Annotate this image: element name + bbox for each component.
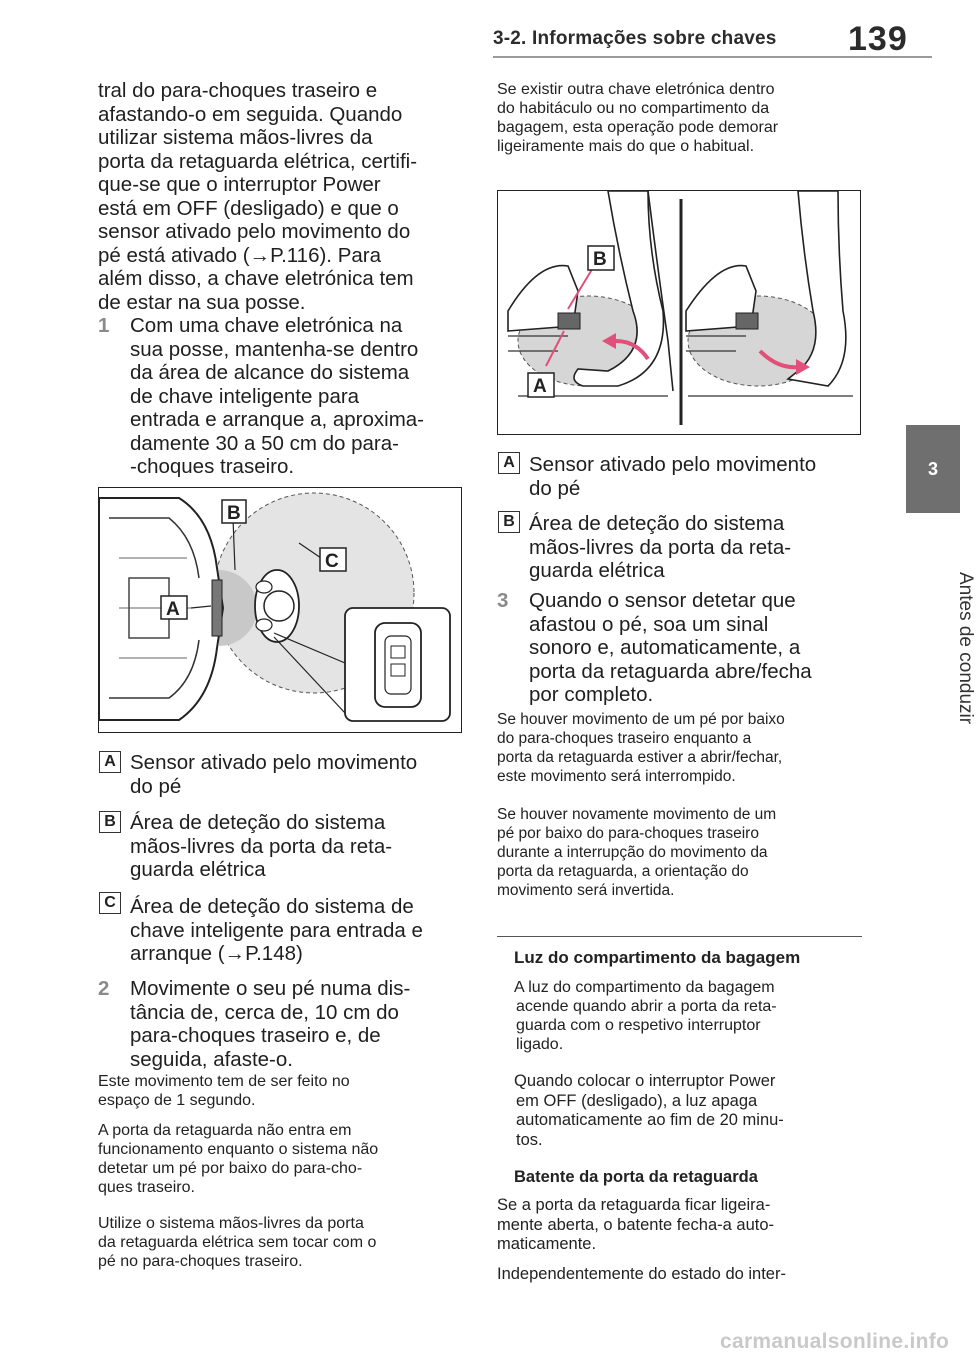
section-title: 3-2. Informações sobre chaves xyxy=(493,28,777,49)
step-2-number: 2 xyxy=(98,977,110,1000)
closing-paragraph-2: Independentemente do estado do inter- xyxy=(497,1265,786,1283)
svg-text:C: C xyxy=(325,551,339,572)
header-rule xyxy=(493,56,932,58)
box-paragraph-2: Quando colocar o interruptor Power em OFF (desligado), a luz apaga automaticamente ao fim de 20 minu- tos. xyxy=(514,1072,784,1149)
legend-right-a-text: Sensor ativado pelo movimento do pé xyxy=(529,453,817,500)
legend-right-b-text: Área de deteção do sistema mãos-livres da porta da reta- guarda elétrica xyxy=(529,512,792,582)
step-3-text: Quando o sensor detetar que afastou o pé, soa um sinal sonoro e, automaticamente, a porta da retaguarda abre/fecha por completo. xyxy=(529,589,812,706)
figure1-label-b xyxy=(222,500,246,524)
step-1-number: 1 xyxy=(98,314,110,337)
figure2-label-a xyxy=(528,373,554,397)
figure2-label-b xyxy=(588,246,614,270)
left-note-2: A porta da retaguarda não entra em funcionamento enquanto o sistema não detetar um pé por baixo do para-cho- ques traseiro. xyxy=(98,1122,379,1196)
figure-car-rear-detection xyxy=(98,487,462,733)
legend-b-badge: B xyxy=(99,811,121,833)
figure1-label-c xyxy=(320,548,346,572)
svg-text:A: A xyxy=(533,376,547,397)
left-intro: tral do para-choques traseiro e afastando-o em seguida. Quando utilizar sistema mãos-livres da porta da retaguarda elétrica, certifi- que-se que o interruptor Power está em OFF (desligado) e que o sensor ativado pelo movimento do pé está ativado (→P.116). Para além disso, a chave eletrónica tem de estar na sua posse. xyxy=(98,79,418,314)
right-note-1: Se houver movimento de um pé por baixo do para-choques traseiro enquanto a porta da retaguarda estiver a abrir/fechar, este movimento será interrompido. xyxy=(497,711,785,785)
step-1-text: Com uma chave eletrónica na sua posse, mantenha-se dentro da área de alcance do sistema de chave inteligente para entrada e arranque a, aproxima- damente 30 a 50 cm do para- -choques traseiro. xyxy=(130,314,425,478)
svg-text:B: B xyxy=(227,503,241,524)
watermark: carmanualsonline.info xyxy=(720,1330,950,1353)
legend-c-text: Área de deteção do sistema de chave inteligente para entrada e arranque (→P.148) xyxy=(130,895,423,965)
step-2-text: Movimente o seu pé numa dis- tância de, cerca de, 10 cm do para-choques traseiro e, de seguida, afaste-o. xyxy=(130,977,411,1071)
box-paragraph-1: A luz do compartimento da bagagem acende quando abrir a porta da reta- guarda com o respetivo interruptor ligado. xyxy=(514,979,777,1053)
page-number: 139 xyxy=(848,20,908,58)
svg-text:B: B xyxy=(593,249,607,270)
legend-a-badge: A xyxy=(99,751,121,773)
legend-b-text: Área de deteção do sistema mãos-livres da porta da reta- guarda elétrica xyxy=(130,811,393,881)
chapter-tab: 3 xyxy=(906,425,960,513)
left-note-3: Utilize o sistema mãos-livres da porta da retaguarda elétrica sem tocar com o pé no para-choques traseiro. xyxy=(98,1215,377,1270)
legend-right-b-badge: B xyxy=(498,511,520,533)
closing-paragraph-1: Se a porta da retaguarda ficar ligeira- mente aberta, o batente fecha-a auto- maticamente. xyxy=(497,1196,775,1253)
legend-a-text: Sensor ativado pelo movimento do pé xyxy=(130,751,418,798)
chapter-title: Antes de conduzir xyxy=(955,571,976,725)
step-3-number: 3 xyxy=(497,589,509,612)
section-separator xyxy=(497,936,862,937)
figure-foot-motion xyxy=(497,190,861,435)
left-note-1: Este movimento tem de ser feito no espaço de 1 segundo. xyxy=(98,1073,350,1109)
figure1-label-a xyxy=(161,596,187,620)
subhead-tailgate-stop: Batente da porta da retaguarda xyxy=(514,1168,758,1186)
legend-c-badge: C xyxy=(99,892,121,914)
right-intro: Se existir outra chave eletrónica dentro do habitáculo ou no compartimento da bagagem, esta operação pode demorar ligeiramente mais do que o habitual. xyxy=(497,81,779,155)
svg-text:A: A xyxy=(166,599,180,620)
box-title: Luz do compartimento da bagagem xyxy=(514,948,801,967)
right-note-2: Se houver novamente movimento de um pé por baixo do para-choques traseiro durante a interrupção do movimento da porta da retaguarda, a orientação do movimento será invertida. xyxy=(497,806,777,899)
legend-right-a-badge: A xyxy=(498,452,520,474)
